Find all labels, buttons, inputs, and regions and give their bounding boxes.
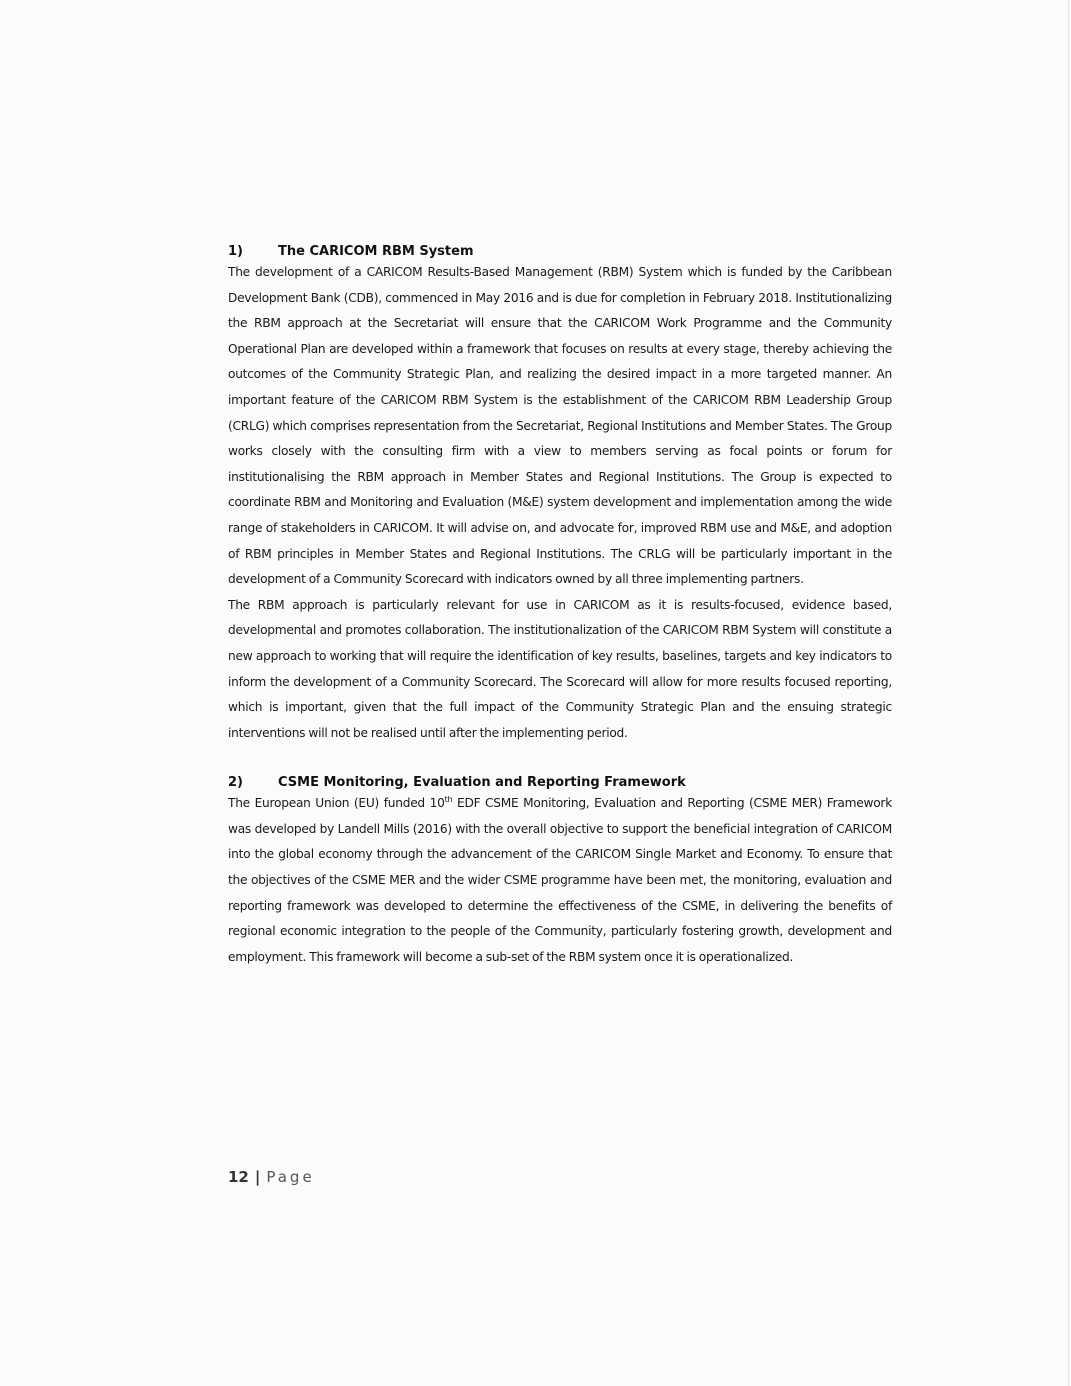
page-number: 12 — [228, 1168, 249, 1186]
page-footer — [228, 1168, 315, 1186]
document-body — [228, 243, 892, 970]
section-2-number: 2) — [228, 775, 243, 791]
page-label: Page — [266, 1168, 315, 1186]
ordinal-superscript: th — [444, 795, 453, 805]
section-2-text-rest: EDF CSME Monitoring, Evaluation and Reporting (CSME MER) Framework was developed by Landell Mills (2016) with the overall objective to support the beneficial integration of CARICOM into the global economy through the advancement of the CARICOM Single Market and Economy. To ensure that the objectives of the CSME MER and the wider CSME programme have been met, the monitoring, evaluation and reporting framework was developed to determine the effectiveness of the CSME, in delivering the benefits of regional economic integration to the people of the Community, particularly fostering growth, development and employment. This framework will become a sub-set of the RBM system once it is operationalized. — [228, 796, 893, 964]
section-1-title: The CARICOM RBM System — [278, 244, 474, 259]
section-2-paragraph-1 — [228, 791, 892, 970]
section-2-text-start: The European Union (EU) funded 10 — [228, 796, 445, 811]
section-1-number: 1) — [228, 244, 243, 259]
section-2-heading — [228, 774, 892, 791]
page-edge — [1068, 0, 1069, 1386]
section-1-paragraph-2: The RBM approach is particularly relevant for use in CARICOM as it is results-focused, evidence based, developmental and promotes collaboration. The institutionalization of the CARICOM RBM System will constitute a new approach to working that will require the identification of key results, baselines, targets and key indicators to inform the development of a Community Scorecard. The Scorecard will allow for more results focused reporting, which is important, given that the full impact of the Community Strategic Plan and the ensuing strategic interventions will not be realised until after the implementing period. — [228, 597, 892, 740]
footer-separator: | — [254, 1168, 261, 1186]
section-2-title: CSME Monitoring, Evaluation and Reporting Framework — [278, 775, 686, 791]
section-1-paragraph-1: The development of a CARICOM Results-Based Management (RBM) System which is funded by the Caribbean Development Bank (CDB), commenced in May 2016 and is due for completion in February 2018. Institutionalizing the RBM approach at the Secretariat will ensure that the CARICOM Work Programme and the Community Operational Plan are developed within a framework that focuses on results at every stage, thereby achieving the outcomes of the Community Strategic Plan, and realizing the desired impact in a more targeted manner. An important feature of the CARICOM RBM System is the establishment of the CARICOM RBM Leadership Group (CRLG) which comprises representation from the Secretariat, Regional Institutions and Member States. The Group works closely with the consulting firm with a view to members serving as focal points or forum for institutionalising the RBM approach in Member States and Regional Institutions. The Group is expected to coordinate RBM and Monitoring and Evaluation (M&E) system development and implementation among the wide range of stakeholders in CARICOM. It will advise on, and advocate for, improved RBM use and M&E, and adoption of RBM principles in Member States and Regional Institutions. The CRLG will be particularly important in the development of a Community Scorecard with indicators owned by all three implementing partners. — [228, 265, 892, 587]
section-1-heading — [228, 243, 892, 260]
